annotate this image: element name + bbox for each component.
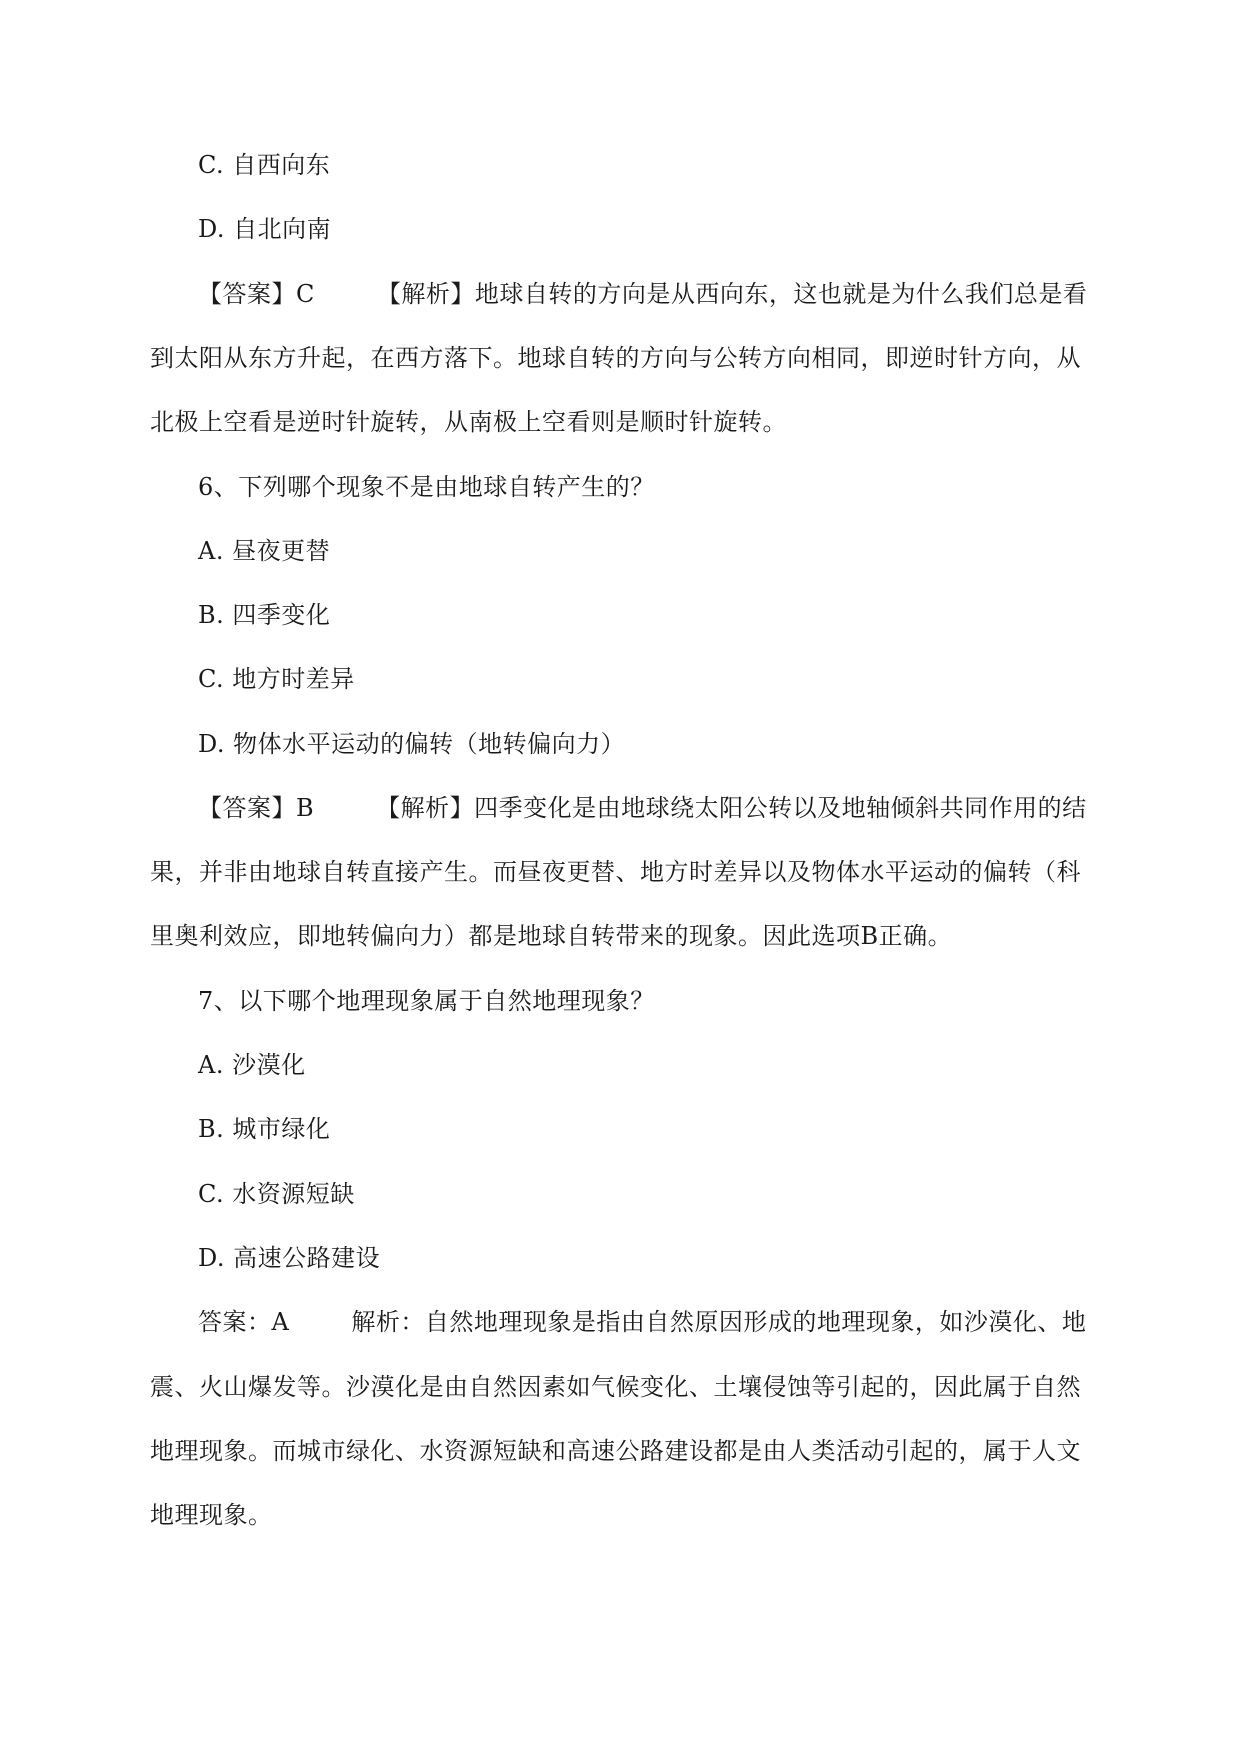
option-letter: D. bbox=[198, 730, 226, 758]
q6-question: 6、下列哪个现象不是由地球自转产生的？ bbox=[198, 473, 655, 501]
q6-option-b bbox=[198, 600, 1138, 630]
option-letter: A. bbox=[198, 537, 224, 565]
q5-option-d bbox=[198, 214, 1138, 244]
option-text: 四季变化 bbox=[232, 601, 331, 629]
analysis-label: 【解析】 bbox=[376, 280, 475, 308]
option-letter: C. bbox=[198, 151, 225, 179]
option-letter: B. bbox=[198, 1115, 225, 1143]
analysis-label: 【解析】 bbox=[376, 794, 475, 822]
q6-answer-line bbox=[198, 793, 1138, 823]
option-text: 自北向南 bbox=[233, 215, 332, 243]
q5-analysis-line-3: 北极上空看是逆时针旋转，从南极上空看则是顺时针旋转。 bbox=[150, 408, 787, 436]
answer-label: 【答案】C bbox=[198, 280, 315, 308]
option-text: 地方时差异 bbox=[232, 665, 355, 693]
option-text: 城市绿化 bbox=[232, 1115, 331, 1143]
q7-analysis-line-2: 震、火山爆发等。沙漠化是由自然因素如气候变化、土壤侵蚀等引起的，因此属于自然 bbox=[150, 1373, 1081, 1401]
option-text: 高速公路建设 bbox=[233, 1244, 381, 1272]
q7-analysis-line-4: 地理现象。 bbox=[150, 1501, 273, 1529]
q6-analysis-line-3: 里奥利效应，即地转偏向力）都是地球自转带来的现象。因此选项B正确。 bbox=[150, 922, 953, 950]
q6-analysis-line-2: 果，并非由地球自转直接产生。而昼夜更替、地方时差异以及物体水平运动的偏转（科 bbox=[150, 858, 1081, 886]
option-text: 自西向东 bbox=[232, 151, 331, 179]
option-letter: C. bbox=[198, 665, 225, 693]
q7-answer-line bbox=[198, 1307, 1138, 1337]
analysis-text: 地球自转的方向是从西向东，这也就是为什么我们总是看 bbox=[474, 280, 1088, 308]
q5-option-c bbox=[198, 150, 1138, 180]
option-letter: B. bbox=[198, 601, 225, 629]
option-text: 物体水平运动的偏转（地转偏向力） bbox=[233, 730, 626, 758]
option-letter: D. bbox=[198, 215, 226, 243]
analysis-text: 自然地理现象是指由自然原因形成的地理现象，如沙漠化、地 bbox=[424, 1308, 1087, 1336]
option-text: 昼夜更替 bbox=[232, 537, 331, 565]
analysis-text: 四季变化是由地球绕太阳公转以及地轴倾斜共同作用的结 bbox=[474, 794, 1087, 822]
q6-option-d bbox=[198, 729, 1138, 759]
q6-option-c bbox=[198, 664, 1138, 694]
q7-option-b bbox=[198, 1114, 1138, 1144]
analysis-label: 解析： bbox=[351, 1308, 425, 1336]
q5-answer-line bbox=[198, 279, 1138, 309]
answer-label: 答案：A bbox=[198, 1308, 290, 1336]
q7-option-a bbox=[198, 1050, 1138, 1080]
q7-analysis-line-3: 地理现象。而城市绿化、水资源短缺和高速公路建设都是由人类活动引起的，属于人文 bbox=[150, 1437, 1081, 1465]
q6-option-a bbox=[198, 536, 1138, 566]
option-letter: A. bbox=[198, 1051, 224, 1079]
q7-option-d bbox=[198, 1243, 1138, 1273]
q7-question: 7、以下哪个地理现象属于自然地理现象？ bbox=[198, 987, 655, 1015]
q5-analysis-line-2: 到太阳从东方升起，在西方落下。地球自转的方向与公转方向相同，即逆时针方向，从 bbox=[150, 344, 1081, 372]
option-text: 沙漠化 bbox=[232, 1051, 306, 1079]
answer-label: 【答案】B bbox=[198, 794, 315, 822]
q7-option-c bbox=[198, 1179, 1138, 1209]
option-text: 水资源短缺 bbox=[232, 1180, 355, 1208]
option-letter: D. bbox=[198, 1244, 226, 1272]
option-letter: C. bbox=[198, 1180, 225, 1208]
